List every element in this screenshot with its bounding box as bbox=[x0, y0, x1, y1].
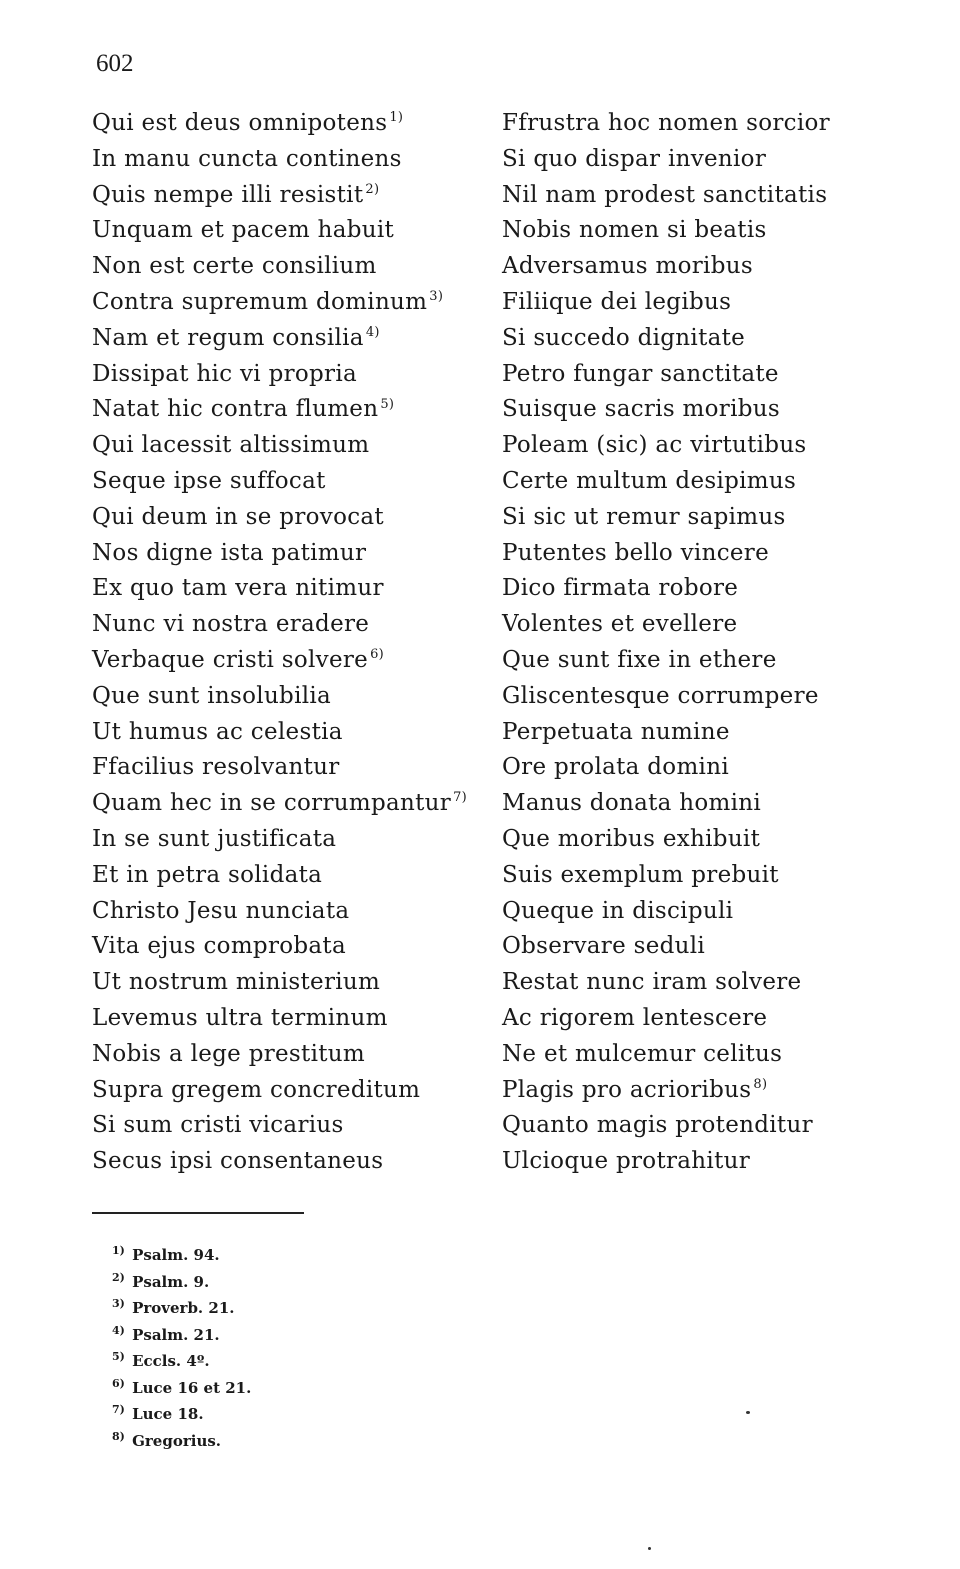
verse-line bbox=[92, 965, 467, 1001]
verse-line bbox=[502, 536, 830, 572]
verse-line bbox=[502, 178, 830, 214]
verse-text: Suisque sacris moribus bbox=[502, 396, 780, 423]
verse-line bbox=[92, 392, 467, 428]
verse-line bbox=[502, 571, 830, 607]
verse-text: Ex quo tam vera nitimur bbox=[92, 575, 384, 602]
footnote-mark: 6) bbox=[112, 1376, 125, 1390]
verse-line bbox=[502, 894, 830, 930]
footnote-text: Psalm. 21. bbox=[132, 1325, 220, 1344]
footnote-item bbox=[112, 1269, 251, 1296]
verse-column-right bbox=[502, 106, 830, 1180]
page-number: 602 bbox=[96, 50, 134, 77]
verse-line bbox=[502, 142, 830, 178]
verse-line bbox=[92, 643, 467, 679]
verse-line bbox=[502, 1073, 830, 1109]
verse-line bbox=[502, 321, 830, 357]
footnote-divider bbox=[92, 1212, 304, 1214]
verse-line bbox=[92, 142, 467, 178]
verse-line bbox=[502, 715, 830, 751]
verse-text: Si succedo dignitate bbox=[502, 324, 746, 351]
footnote-text: Gregorius. bbox=[132, 1431, 222, 1450]
footnote-item bbox=[112, 1348, 251, 1375]
verse-text: Quis nempe illi resistit bbox=[92, 181, 364, 208]
verse-text: Ac rigorem lentescere bbox=[502, 1004, 768, 1031]
verse-text: Gliscentesque corrumpere bbox=[502, 682, 819, 709]
footnote-item bbox=[112, 1242, 251, 1269]
verse-text: Que moribus exhibuit bbox=[502, 825, 761, 852]
verse-text: Dissipat hic vi propria bbox=[92, 360, 358, 387]
verse-text: Que sunt insolubilia bbox=[92, 682, 332, 709]
verse-line bbox=[502, 357, 830, 393]
verse-line bbox=[502, 106, 830, 142]
verse-text: Adversamus moribus bbox=[502, 253, 753, 280]
verse-text: Secus ipsi consentaneus bbox=[92, 1148, 384, 1175]
footnote-reference: 2) bbox=[365, 181, 380, 197]
print-speck bbox=[648, 1547, 651, 1550]
verse-line bbox=[92, 213, 467, 249]
verse-text: Si sic ut remur sapimus bbox=[502, 503, 786, 530]
verse-text: In se sunt justificata bbox=[92, 825, 337, 852]
verse-line bbox=[502, 500, 830, 536]
verse-line bbox=[92, 929, 467, 965]
verse-line bbox=[92, 357, 467, 393]
footnote-mark: 8) bbox=[112, 1429, 125, 1443]
footnote-text: Eccls. 4º. bbox=[132, 1352, 210, 1370]
verse-line bbox=[502, 464, 830, 500]
verse-text: In manu cuncta continens bbox=[92, 145, 402, 172]
verse-text: Qui est deus omnipotens bbox=[92, 110, 388, 136]
verse-line bbox=[92, 428, 467, 464]
verse-text: Vita ejus comprobata bbox=[92, 933, 346, 960]
verse-text: Christo Jesu nunciata bbox=[92, 897, 350, 924]
verse-text: Nunc vi nostra eradere bbox=[92, 611, 370, 638]
verse-text: Que sunt fixe in ethere bbox=[502, 646, 777, 673]
verse-line bbox=[502, 1037, 830, 1073]
verse-text: Ulcioque protrahitur bbox=[502, 1148, 751, 1175]
footnote-item bbox=[112, 1375, 251, 1402]
verse-line bbox=[92, 536, 467, 572]
verse-line bbox=[92, 106, 467, 142]
verse-line bbox=[502, 822, 830, 858]
footnote-item bbox=[112, 1401, 251, 1428]
footnote-mark: 4) bbox=[112, 1323, 125, 1337]
footnote-item bbox=[112, 1322, 251, 1349]
verse-line bbox=[92, 1001, 467, 1037]
verse-text: Levemus ultra terminum bbox=[92, 1004, 388, 1031]
verse-line bbox=[502, 249, 830, 285]
verse-text: Poleam (sic) ac virtutibus bbox=[502, 432, 807, 459]
verse-text: Nil nam prodest sanctitatis bbox=[502, 181, 828, 208]
verse-line bbox=[92, 249, 467, 285]
verse-line bbox=[92, 1144, 467, 1180]
verse-line bbox=[92, 715, 467, 751]
verse-text: Certe multum desipimus bbox=[502, 467, 797, 494]
verse-text: Perpetuata numine bbox=[502, 718, 730, 745]
verse-text: Manus donata homini bbox=[502, 790, 762, 817]
footnote-mark: 5) bbox=[112, 1350, 125, 1363]
footnote-list bbox=[112, 1242, 251, 1454]
verse-text: Si sum cristi vicarius bbox=[92, 1112, 344, 1139]
verse-line bbox=[92, 571, 467, 607]
verse-text: Quam hec in se corrumpantur bbox=[92, 790, 452, 817]
verse-text: Ne et mulcemur celitus bbox=[502, 1040, 783, 1067]
footnote-mark: 7) bbox=[112, 1403, 125, 1416]
verse-text: Queque in discipuli bbox=[502, 897, 734, 924]
footnote-item bbox=[112, 1428, 251, 1455]
print-speck bbox=[746, 1411, 750, 1414]
verse-line bbox=[92, 822, 467, 858]
verse-line bbox=[92, 1108, 467, 1144]
verse-line bbox=[502, 1144, 830, 1180]
footnote-text: Luce 16 et 21. bbox=[132, 1378, 252, 1397]
verse-line bbox=[502, 1108, 830, 1144]
verse-line bbox=[92, 464, 467, 500]
verse-line bbox=[92, 786, 467, 822]
verse-text: Supra gregem concreditum bbox=[92, 1076, 421, 1103]
footnote-text: Psalm. 94. bbox=[132, 1246, 220, 1264]
verse-line bbox=[502, 285, 830, 321]
verse-column-left bbox=[92, 106, 467, 1180]
verse-text: Filiique dei legibus bbox=[502, 288, 732, 315]
verse-line bbox=[502, 428, 830, 464]
verse-line bbox=[502, 858, 830, 894]
verse-line bbox=[502, 750, 830, 786]
verse-line bbox=[502, 786, 830, 822]
verse-line bbox=[92, 607, 467, 643]
verse-text: Qui lacessit altissimum bbox=[92, 432, 370, 459]
footnote-reference: 8) bbox=[753, 1076, 768, 1092]
verse-text: Si quo dispar invenior bbox=[502, 145, 767, 172]
verse-text: Nobis a lege prestitum bbox=[92, 1040, 365, 1067]
footnote-text: Luce 18. bbox=[132, 1405, 204, 1423]
verse-line bbox=[92, 1073, 467, 1109]
verse-line bbox=[92, 750, 467, 786]
verse-line bbox=[92, 858, 467, 894]
verse-line bbox=[502, 929, 830, 965]
footnote-item bbox=[112, 1295, 251, 1322]
verse-text: Seque ipse suffocat bbox=[92, 467, 326, 494]
footnote-reference: 4) bbox=[365, 325, 380, 341]
verse-line bbox=[502, 965, 830, 1001]
verse-text: Contra supremum dominum bbox=[92, 288, 428, 315]
verse-text: Natat hic contra flumen bbox=[92, 396, 379, 423]
verse-text: Verbaque cristi solvere bbox=[92, 646, 369, 673]
verse-text: Et in petra solidata bbox=[92, 861, 323, 888]
footnote-mark: 2) bbox=[112, 1270, 125, 1284]
verse-text: Suis exemplum prebuit bbox=[502, 861, 779, 888]
verse-text: Nam et regum consilia bbox=[92, 324, 364, 351]
footnote-text: Proverb. 21. bbox=[132, 1299, 235, 1317]
footnote-reference: 1) bbox=[389, 110, 404, 126]
verse-text: Nobis nomen si beatis bbox=[502, 217, 767, 244]
verse-line bbox=[92, 679, 467, 715]
verse-text: Observare seduli bbox=[502, 933, 706, 960]
verse-line bbox=[92, 1037, 467, 1073]
verse-line bbox=[502, 679, 830, 715]
footnote-mark: 1) bbox=[112, 1244, 125, 1257]
verse-text: Ore prolata domini bbox=[502, 754, 729, 781]
verse-line bbox=[92, 285, 467, 321]
verse-line bbox=[502, 392, 830, 428]
footnote-text: Psalm. 9. bbox=[132, 1272, 210, 1291]
verse-text: Petro fungar sanctitate bbox=[502, 360, 779, 387]
verse-text: Quanto magis protenditur bbox=[502, 1112, 813, 1139]
verse-line bbox=[502, 607, 830, 643]
verse-text: Ut humus ac celestia bbox=[92, 718, 343, 745]
verse-text: Volentes et evellere bbox=[502, 611, 738, 638]
footnote-reference: 7) bbox=[453, 790, 468, 806]
verse-text: Unquam et pacem habuit bbox=[92, 217, 395, 244]
verse-text: Restat nunc iram solvere bbox=[502, 969, 802, 996]
verse-text: Putentes bello vincere bbox=[502, 539, 769, 566]
verse-line bbox=[92, 500, 467, 536]
verse-text: Ut nostrum ministerium bbox=[92, 969, 381, 996]
verse-line bbox=[92, 321, 467, 357]
verse-text: Ffacilius resolvantur bbox=[92, 754, 340, 781]
verse-text: Dico firmata robore bbox=[502, 575, 739, 602]
verse-line bbox=[502, 213, 830, 249]
verse-text: Ffrustra hoc nomen sorcior bbox=[502, 110, 830, 136]
verse-line bbox=[92, 178, 467, 214]
footnote-reference: 6) bbox=[370, 647, 385, 663]
verse-text: Qui deum in se provocat bbox=[92, 503, 384, 530]
verse-text: Plagis pro acrioribus bbox=[502, 1076, 752, 1103]
footnote-mark: 3) bbox=[112, 1297, 125, 1310]
verse-line bbox=[502, 643, 830, 679]
verse-text: Nos digne ista patimur bbox=[92, 539, 367, 566]
verse-line bbox=[502, 1001, 830, 1037]
verse-line bbox=[92, 894, 467, 930]
verse-text: Non est certe consilium bbox=[92, 253, 377, 280]
footnote-reference: 3) bbox=[429, 289, 444, 305]
footnote-reference: 5) bbox=[380, 396, 395, 412]
